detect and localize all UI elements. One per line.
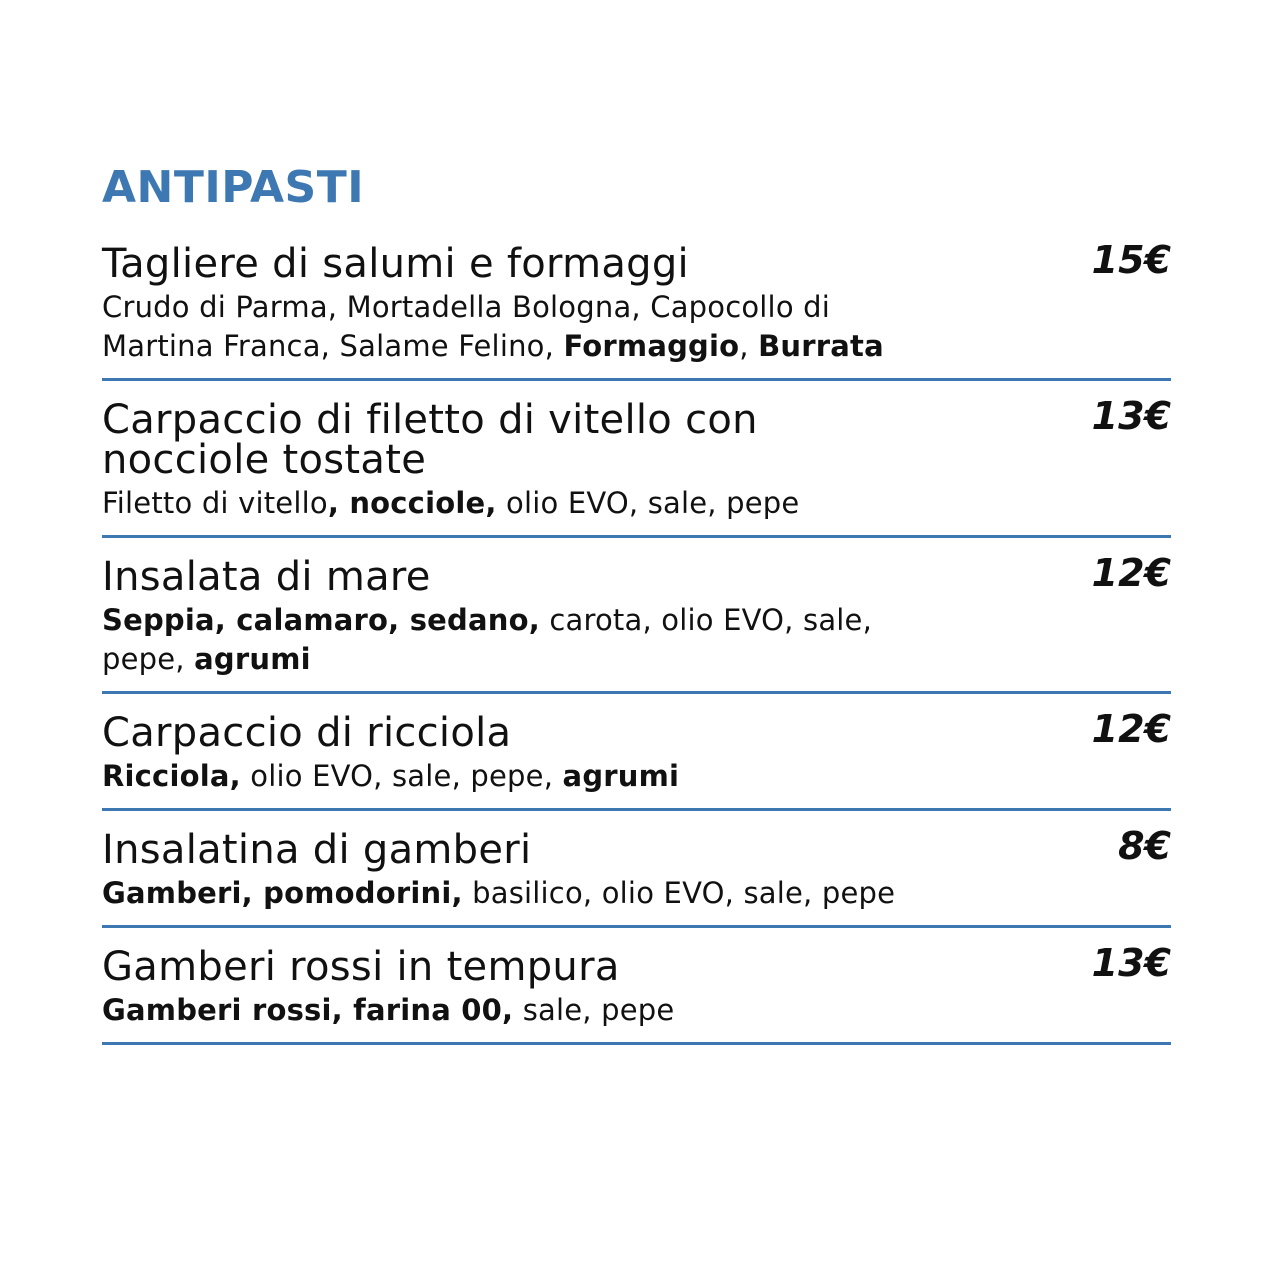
menu-item-insalatina-gamberi [102, 824, 1171, 928]
item-description [102, 601, 902, 679]
ingredient-text: sale, pepe [513, 993, 675, 1027]
ingredient-highlight: Gamberi, pomodorini, [102, 876, 463, 910]
item-name: Carpaccio di filetto di vitello con nocciole tostate [102, 397, 758, 483]
item-name: Insalatina di gamberi [102, 827, 532, 873]
item-name: Gamberi rossi in tempura [102, 944, 620, 990]
item-description [102, 991, 902, 1030]
ingredient-text: olio EVO, sale, pepe, [240, 759, 563, 793]
ingredient-text: Filetto di vitello [102, 486, 328, 520]
item-description [102, 757, 902, 796]
ingredient-text: , [739, 329, 759, 363]
ingredient-highlight: agrumi [562, 759, 680, 793]
item-price: 13€ [1091, 394, 1171, 438]
ingredient-text: basilico, olio EVO, sale, pepe [462, 876, 896, 910]
ingredient-text: carota, olio EVO, sale, pepe, [102, 603, 873, 676]
menu-item-insalata-mare [102, 551, 1171, 694]
item-price: 15€ [1091, 238, 1171, 282]
item-name: Carpaccio di ricciola [102, 710, 512, 756]
ingredient-text: Crudo di Parma, Mortadella Bologna, Capocollo di Martina Franca, Salame Felino, [102, 290, 831, 363]
ingredient-highlight: Formaggio [563, 329, 740, 363]
item-description [102, 484, 902, 523]
menu-section [102, 160, 1171, 1045]
menu-item-tagliere [102, 238, 1171, 381]
item-price: 12€ [1091, 707, 1171, 751]
item-description [102, 288, 902, 366]
item-price: 13€ [1091, 941, 1171, 985]
ingredient-highlight: Seppia, calamaro, sedano, [102, 603, 540, 637]
item-price: 12€ [1091, 551, 1171, 595]
ingredient-highlight: agrumi [194, 642, 311, 676]
ingredient-highlight: , nocciole, [327, 486, 497, 520]
menu-item-carpaccio-ricciola [102, 707, 1171, 811]
menu-item-gamberi-tempura [102, 941, 1171, 1045]
section-title: ANTIPASTI [102, 162, 365, 213]
item-name: Tagliere di salumi e formaggi [102, 241, 689, 287]
item-name: Insalata di mare [102, 554, 431, 600]
item-description [102, 874, 902, 913]
ingredient-text: olio EVO, sale, pepe [496, 486, 800, 520]
ingredient-highlight: Burrata [758, 329, 884, 363]
ingredient-highlight: Gamberi rossi, farina 00, [102, 993, 514, 1027]
menu-item-carpaccio-vitello [102, 394, 1171, 538]
item-price: 8€ [1118, 824, 1171, 868]
ingredient-highlight: Ricciola, [102, 759, 241, 793]
